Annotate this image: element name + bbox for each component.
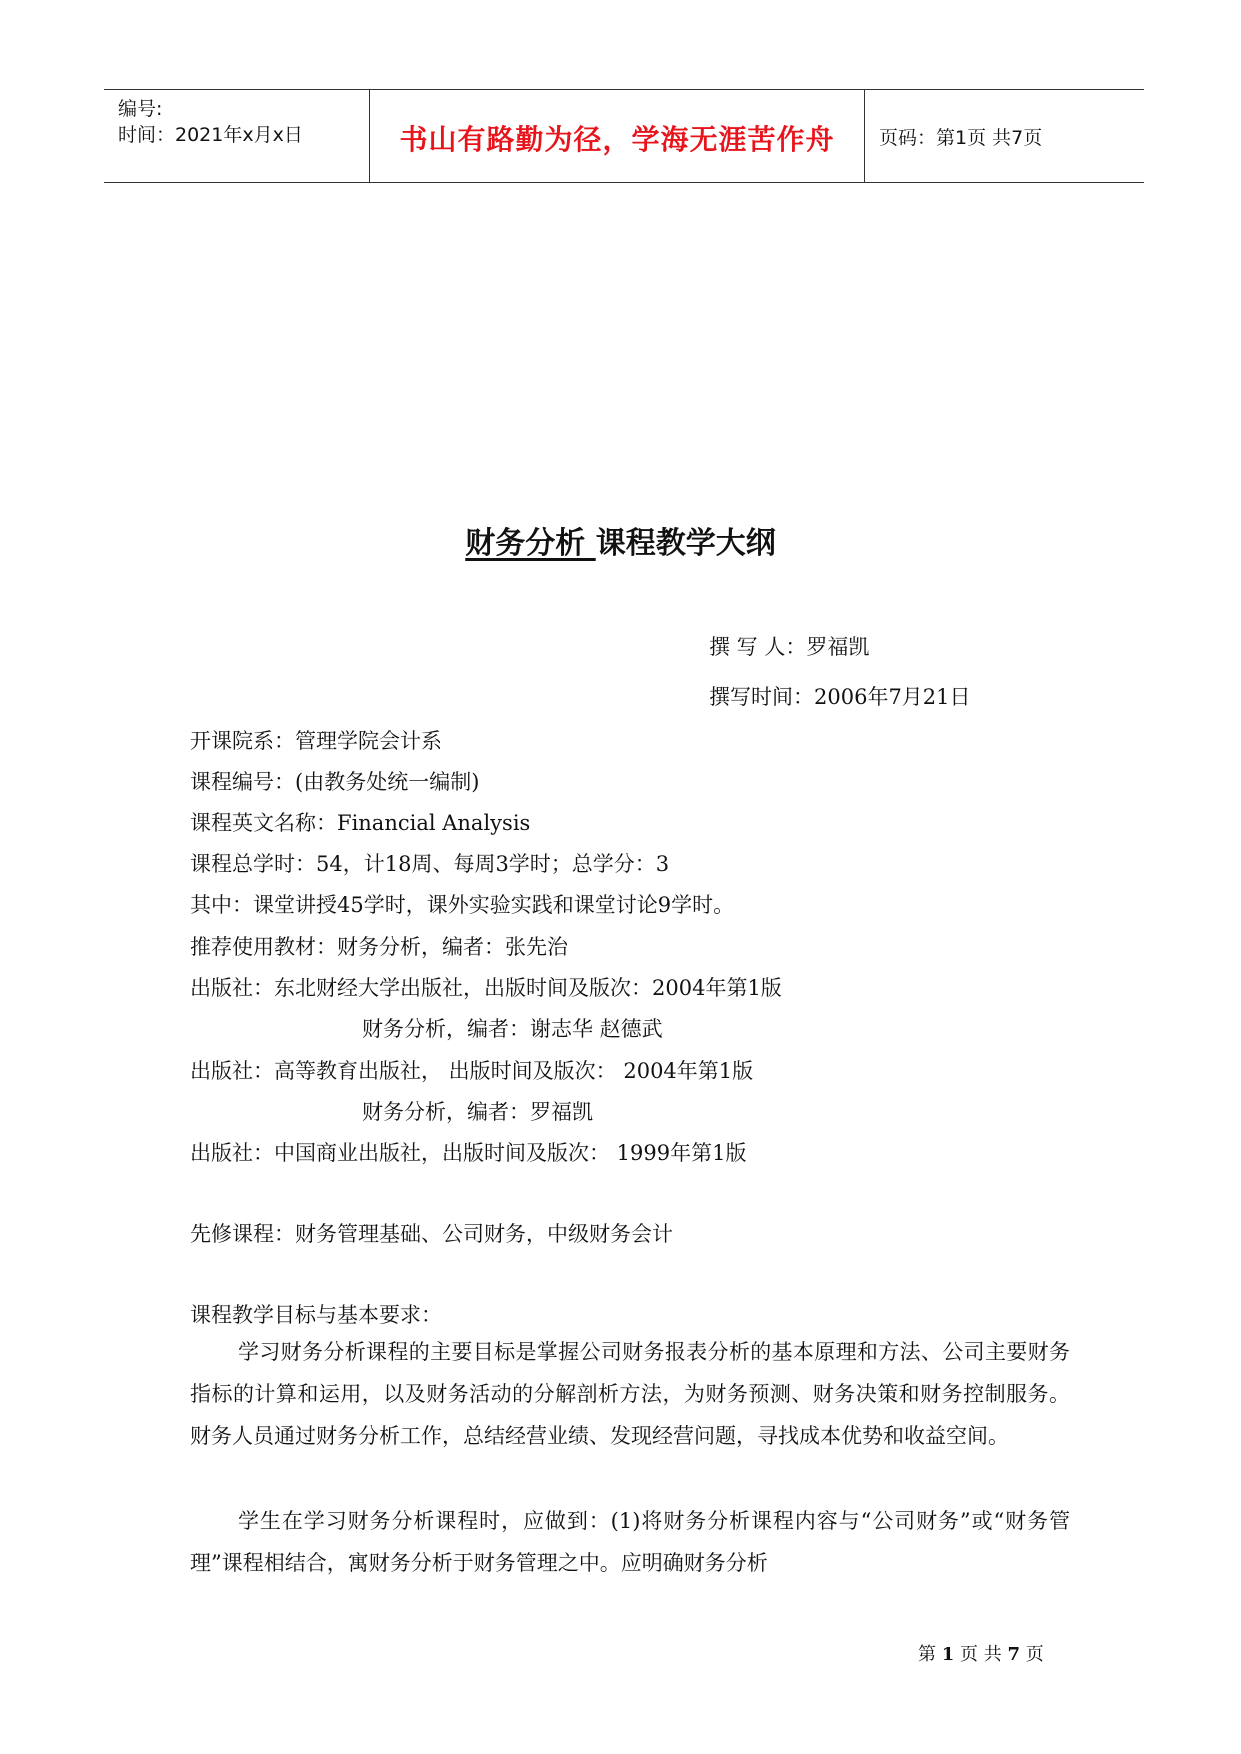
- header-right-cell: [865, 90, 1144, 182]
- english-name-line: 课程英文名称：Financial Analysis: [190, 811, 531, 835]
- footer-pre: 第: [918, 1644, 936, 1665]
- page-header: [104, 89, 1144, 183]
- time-label: 时间：2021年x月x日: [118, 124, 303, 146]
- dept-line: 开课院系：管理学院会计系: [190, 729, 442, 753]
- footer-total-pages: 7: [1007, 1644, 1020, 1665]
- objectives-paragraph-1: 学习财务分析课程的主要目标是掌握公司财务报表分析的基本原理和方法、公司主要财务指标的计算和运用，以及财务活动的分解剖析方法，为财务预测、财务决策和财务控制服务。财务人员通过财务分析工作，总结经营业绩、发现经营问题，寻找成本优势和收益空间。: [190, 1340, 1070, 1448]
- footer-mid: 页 共: [960, 1644, 1002, 1665]
- title-rest: 课程教学大纲: [595, 526, 776, 561]
- breakdown-line: 其中：课堂讲授45学时，课外实验实践和课堂讨论9学时。: [190, 893, 735, 917]
- textbook-line: 推荐使用教材：财务分析，编者：张先治: [190, 935, 568, 959]
- author-line: 撰 写 人：罗福凯: [709, 635, 870, 659]
- header-middle-cell: [370, 90, 865, 182]
- header-left-cell: [104, 90, 370, 182]
- date-line: 撰写时间：2006年7月21日: [709, 685, 971, 709]
- code-line: 课程编号：(由教务处统一编制): [190, 770, 480, 794]
- footer-post: 页: [1025, 1644, 1044, 1665]
- book-line-2: 财务分析，编者：谢志华 赵德武: [362, 1017, 663, 1041]
- objectives-paragraph-2: 学生在学习财务分析课程时，应做到：(1)将财务分析课程内容与“公司财务”或“财务管理”课程相结合，寓财务分析于财务管理之中。应明确财务分析: [190, 1509, 1070, 1575]
- book-line-3: 财务分析，编者：罗福凯: [362, 1100, 593, 1124]
- hours-line: 课程总学时：54，计18周、每周3学时；总学分：3: [190, 852, 670, 876]
- document-title: [0, 518, 1241, 562]
- objectives-heading: 课程教学目标与基本要求：: [190, 1303, 442, 1327]
- serial-label: 编号:: [118, 98, 163, 120]
- page-footer: [918, 1640, 1044, 1666]
- title-course-name: 财务分析: [465, 526, 596, 561]
- motto: 书山有路勤为径，学海无涯苦作舟: [399, 123, 835, 156]
- footer-page-number: 1: [941, 1644, 955, 1665]
- publisher-line-3: 出版社：中国商业出版社，出版时间及版次： 1999年第1版: [190, 1141, 747, 1165]
- publisher-line-1: 出版社：东北财经大学出版社，出版时间及版次：2004年第1版: [190, 976, 782, 1000]
- publisher-line-2: 出版社：高等教育出版社， 出版时间及版次： 2004年第1版: [190, 1059, 754, 1083]
- prereq-line: 先修课程：财务管理基础、公司财务，中级财务会计: [190, 1222, 673, 1246]
- page-info: 页码：第1页 共7页: [879, 127, 1043, 149]
